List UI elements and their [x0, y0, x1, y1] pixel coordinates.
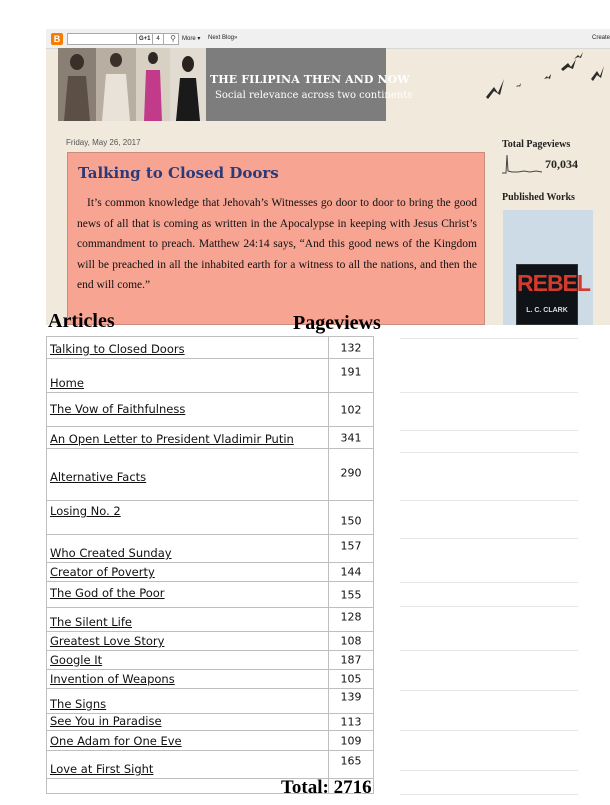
create-blog-link[interactable]: Create [591, 35, 610, 41]
total-pageviews-heading: Total Pageviews [502, 139, 571, 150]
search-icon[interactable]: ⚲ [170, 34, 176, 43]
article-pageviews: 157 [340, 539, 362, 553]
article-link[interactable]: Invention of Weapons [50, 672, 175, 686]
table-row [47, 751, 373, 779]
divider [400, 794, 578, 795]
article-link[interactable]: Love at First Sight [50, 762, 154, 776]
table-row [47, 731, 373, 751]
table-row [47, 582, 373, 608]
post-body: It’s common knowledge that Jehovah’s Witnesses go door to door to bring the good news of all that is coming as written in the Apocalypse in keeping with Jesus Christ’s commandment to preach. Matthew 24:14 says, “And this good news of the Kingdom will be preached in all the inhabited earth for a witness to all the nations, and then the end will come.” [77, 197, 477, 291]
plus-count: 4 [152, 33, 164, 45]
articles-header: Articles [48, 310, 115, 332]
divider [400, 582, 578, 583]
article-link[interactable]: Who Created Sunday [50, 546, 172, 560]
blogger-logo-icon[interactable]: B [51, 33, 63, 45]
divider [400, 500, 578, 501]
article-link[interactable]: Creator of Poverty [50, 565, 155, 579]
article-pageviews: 128 [340, 610, 362, 624]
article-pageviews: 191 [340, 365, 362, 379]
table-row [47, 359, 373, 393]
divider [400, 430, 578, 431]
table-row [47, 393, 373, 427]
article-pageviews: 109 [340, 734, 362, 747]
table-row [47, 632, 373, 651]
total-pageviews-sum: Total: 2716 [281, 777, 372, 798]
article-link[interactable]: Losing No. 2 [50, 504, 121, 518]
article-link[interactable]: Alternative Facts [50, 470, 147, 484]
book-title: REBEL [517, 270, 590, 296]
blog-title: THE FILIPINA THEN AND NOW [210, 73, 410, 86]
article-pageviews: 108 [340, 634, 362, 648]
blog-header-banner[interactable] [58, 48, 413, 121]
article-pageviews: 105 [340, 672, 362, 686]
divider [400, 730, 578, 731]
article-link[interactable]: The Signs [50, 697, 107, 711]
divider [400, 338, 578, 339]
table-row [47, 449, 373, 501]
blog-subtitle: Social relevance across two continents [215, 90, 413, 101]
table-row [47, 501, 373, 535]
pageviews-sparkline [502, 151, 542, 175]
article-pageviews: 139 [340, 690, 362, 704]
article-link[interactable]: Talking to Closed Doors [50, 342, 185, 356]
google-plus-button[interactable]: G+1 [136, 33, 154, 45]
article-link[interactable]: The God of the Poor [50, 586, 165, 600]
divider [400, 452, 578, 453]
table-row [47, 337, 373, 359]
table-row [47, 651, 373, 670]
total-pageviews-count: 70,034 [545, 157, 578, 171]
table-row [47, 608, 373, 632]
article-pageviews: 144 [340, 565, 362, 579]
post-date: Friday, May 26, 2017 [66, 138, 141, 147]
blog-page [46, 49, 610, 325]
article-link[interactable]: The Vow of Faithfulness [50, 402, 186, 416]
article-link[interactable]: See You in Paradise [50, 714, 162, 728]
article-pageviews: 132 [340, 341, 362, 354]
table-row [47, 563, 373, 582]
article-pageviews: 341 [340, 431, 362, 444]
article-pageviews: 113 [340, 715, 362, 729]
article-link[interactable]: One Adam for One Eve [50, 734, 182, 748]
article-link[interactable]: The Silent Life [50, 615, 132, 629]
more-menu-button[interactable]: More ▾ [182, 36, 201, 42]
post-card [67, 152, 485, 325]
header-photos [58, 48, 206, 121]
table-row [47, 535, 373, 563]
post-title[interactable]: Talking to Closed Doors [78, 164, 279, 182]
article-link[interactable]: Google It [50, 653, 103, 667]
table-row [47, 689, 373, 714]
divider [400, 690, 578, 691]
article-pageviews: 290 [340, 466, 362, 480]
blogger-navbar [46, 29, 610, 49]
book-author: L. C. CLARK [526, 307, 568, 314]
table-row [47, 714, 373, 731]
article-link[interactable]: Home [50, 376, 84, 390]
article-link[interactable]: Greatest Love Story [50, 634, 165, 648]
article-pageviews: 155 [340, 588, 362, 601]
next-blog-link[interactable]: Next Blog» [208, 35, 238, 41]
published-works-heading: Published Works [502, 192, 575, 203]
article-pageviews: 187 [340, 653, 362, 667]
book-cover[interactable] [516, 264, 590, 325]
article-pageviews: 165 [340, 754, 362, 768]
article-pageviews: 150 [340, 514, 362, 528]
divider [400, 606, 578, 607]
divider [400, 538, 578, 539]
article-link[interactable]: An Open Letter to President Vladimir Putin [50, 432, 294, 446]
pageviews-header: Pageviews [293, 312, 381, 334]
article-pageviews: 102 [340, 403, 362, 416]
table-row [47, 670, 373, 689]
divider [400, 650, 578, 651]
table-row [47, 427, 373, 449]
divider [400, 392, 578, 393]
divider [400, 770, 578, 771]
pageviews-table [46, 336, 374, 794]
